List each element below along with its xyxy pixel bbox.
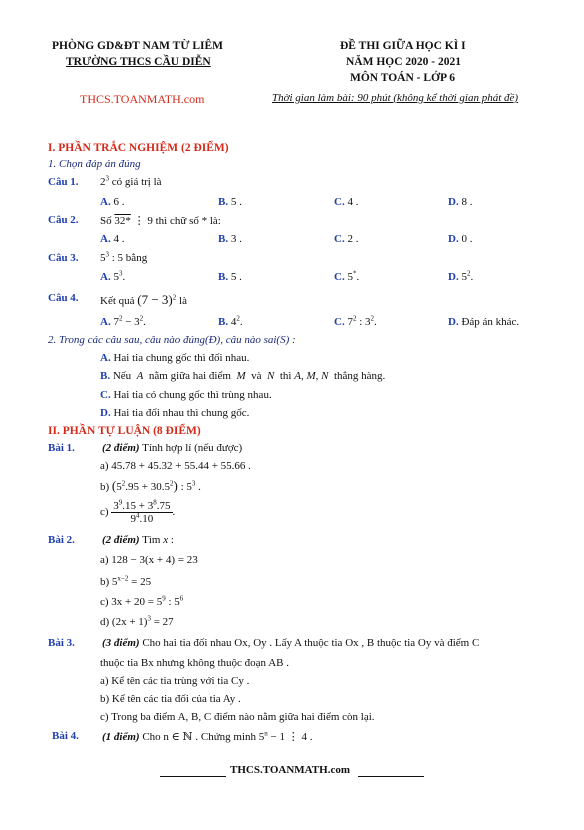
bai2-a: a) 128 − 3(x + 4) = 23	[100, 554, 198, 566]
site-link[interactable]: THCS.TOANMATH.com	[80, 92, 205, 106]
footer-line-left	[160, 764, 226, 777]
q1-label: Câu 1.	[48, 176, 79, 188]
part1-sub2: 2. Trong các câu sau, câu nào đúng(Đ), câu nào sai(S) :	[48, 334, 296, 346]
q3-opt-a[interactable]: A. $5^3$.	[100, 269, 126, 283]
q4-opt-a[interactable]: A. $7^2 - 3^2$.	[100, 314, 146, 328]
q4-text: Kết quả $(7 - 3)^2$ là	[100, 292, 187, 307]
dept-name: PHÒNG GD&ĐT NAM TỪ LIÊM	[52, 40, 224, 52]
q4-opt-c[interactable]: C. $7^2$ : $3^2$.	[334, 314, 377, 328]
q3-text: $5^3$ : 5 bằng	[100, 250, 148, 264]
bai2-d: d) $(2x + 1)^3 = 27$	[100, 614, 174, 628]
q2-label: Câu 2.	[48, 214, 79, 226]
q3-opt-c[interactable]: C. 5*.	[334, 269, 360, 283]
exam-time: Thời gian làm bài: 90 phút (không kể thời gian phát đề)	[272, 92, 519, 104]
exam-title: ĐỀ THI GIỮA HỌC KÌ I	[340, 40, 466, 52]
q4-label: Câu 4.	[48, 292, 79, 304]
q1-opt-d[interactable]: D. 8 .	[448, 196, 473, 208]
bai2-label: Bài 2.	[48, 534, 75, 546]
part1-sub1: 1. Chọn đáp án đúng	[48, 158, 141, 170]
q1-opt-b[interactable]: B. 5 .	[218, 196, 242, 208]
q3-opt-b[interactable]: B. 5 .	[218, 271, 242, 283]
q3-label: Câu 3.	[48, 252, 79, 264]
q1-text: $2^3$ có giá trị là	[100, 174, 162, 188]
footer-site: THCS.TOANMATH.com	[230, 764, 350, 776]
bai1-label: Bài 1.	[48, 442, 75, 454]
q3-opt-d[interactable]: D. $5^2$.	[448, 269, 474, 283]
statement-c: C. Hai tia có chung gốc thì trùng nhau.	[100, 389, 272, 401]
bai1-b: b) $(5^2.95 + 30.5^2)$ : $5^3$ .	[100, 478, 201, 493]
q1-opt-c[interactable]: C. 4 .	[334, 196, 359, 208]
q1-opt-a[interactable]: A. 6 .	[100, 196, 125, 208]
bai3-b: b) Kể tên các tia đối của tia Ay .	[100, 693, 241, 705]
bai3-line1: (3 điểm) Cho hai tia đối nhau Ox, Oy . Lấy A thuộc tia Ox , B thuộc tia Oy và điểm C	[102, 637, 480, 649]
q2-opt-b[interactable]: B. 3 .	[218, 233, 242, 245]
bai3-a: a) Kể tên các tia trùng với tia Cy .	[100, 675, 250, 687]
q2-text: Số 32* ⋮ 9 thì chữ số * là:	[100, 215, 221, 227]
bai2-text: (2 điểm) Tìm x :	[102, 534, 174, 546]
q4-opt-d[interactable]: D. Đáp án khác.	[448, 316, 520, 328]
statement-a: A. Hai tia chung gốc thì đối nhau.	[100, 352, 250, 364]
bai3-label: Bài 3.	[48, 637, 75, 649]
q2-opt-a[interactable]: A. 4 .	[100, 233, 125, 245]
exam-subject: MÔN TOÁN - LỚP 6	[350, 72, 455, 84]
bai4-label: Bài 4.	[52, 730, 79, 742]
footer-line-right	[358, 764, 424, 777]
part2-title: II. PHẦN TỰ LUẬN (8 ĐIỂM)	[48, 425, 201, 437]
q2-opt-c[interactable]: C. 2 .	[334, 233, 359, 245]
bai1-a: a) 45.78 + 45.32 + 55.44 + 55.66 .	[100, 460, 251, 472]
bai2-c: c) $3x + 20 = 5^9$ : $5^6$	[100, 594, 184, 608]
bai2-b: b) $5^{x-2} = 25$	[100, 574, 152, 588]
statement-b: B. Nếu A nằm giữa hai điểm M và N thì A, M, N thẳng hàng.	[100, 370, 386, 382]
bai3-c: c) Trong ba điểm A, B, C điểm nào nằm giữa hai điểm còn lại.	[100, 711, 375, 723]
bai4-text: (1 điểm) Cho n ∈ ℕ . Chứng minh $5^n - 1$ ⋮ 4 .	[102, 729, 313, 743]
q4-opt-b[interactable]: B. $4^2$.	[218, 314, 243, 328]
school-name: TRƯỜNG THCS CẦU DIỄN	[66, 56, 211, 68]
exam-year: NĂM HỌC 2020 - 2021	[346, 56, 461, 68]
q2-opt-d[interactable]: D. 0 .	[448, 233, 473, 245]
part1-title: I. PHẦN TRẮC NGHIỆM (2 ĐIỂM)	[48, 142, 229, 154]
statement-d: D. Hai tia đối nhau thì chung gốc.	[100, 407, 250, 419]
bai1-text: (2 điểm) Tính hợp lí (nếu được)	[102, 442, 243, 454]
bai1-c: c) $\frac{3^9.15 + 3^8.75}{9^4.10}$ .	[100, 498, 176, 525]
bai3-line2: thuộc tia Bx nhưng không thuộc đoạn AB .	[100, 657, 289, 669]
